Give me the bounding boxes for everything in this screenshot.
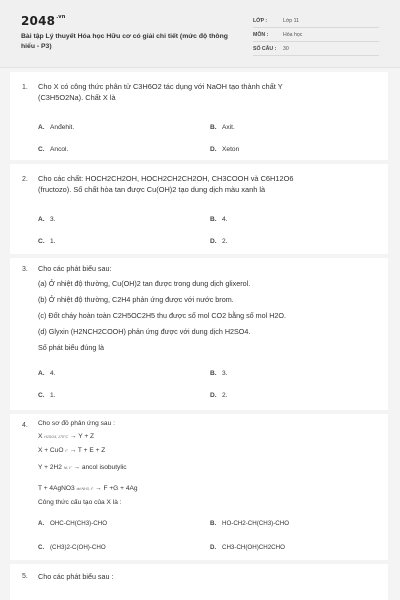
- question-card-3: [10, 258, 388, 410]
- question-ask: Công thức cấu tạo của X là :: [38, 499, 122, 506]
- question-number: 2.: [22, 176, 28, 183]
- meta-subject-value: Hóa học: [283, 31, 303, 38]
- reaction-condition: H2SO4, 170°C: [44, 435, 69, 439]
- option-c[interactable]: C. 1.: [38, 392, 56, 399]
- option-d[interactable]: D. 2.: [210, 238, 228, 245]
- option-b[interactable]: B. Axit.: [210, 124, 235, 131]
- logo-text: 2048: [21, 14, 56, 28]
- option-b[interactable]: B. 4.: [210, 216, 228, 223]
- meta-class-label: LỚP :: [253, 17, 268, 24]
- option-a[interactable]: A. OHC-CH(CH3)-CHO: [38, 520, 108, 527]
- option-a[interactable]: A. 4.: [38, 370, 56, 377]
- page-title: Bài tập Lý thuyết Hóa học Hữu cơ có giải chi tiết (mức độ thông hiểu - P3): [21, 33, 228, 50]
- arrow-icon: →: [69, 433, 77, 440]
- option-d[interactable]: D. 2.: [210, 392, 228, 399]
- reaction-3: Y + 2H2 Ni, t° → ancol isobutylic: [38, 464, 127, 471]
- statement-b: (b) Ở nhiệt độ thường, C2H4 phản ứng được với nước brom.: [38, 295, 234, 304]
- question-ask: Số phát biểu đúng là: [38, 343, 104, 352]
- reaction-condition: dd NH3, t°: [76, 487, 94, 491]
- question-line: Cho X có công thức phân tử C3H6O2 tác dụng với NaOH tạo thành chất Y: [38, 82, 283, 91]
- question-number: 4.: [22, 422, 28, 429]
- question-number: 1.: [22, 84, 28, 91]
- question-card-2: [10, 164, 388, 254]
- logo-suffix: .vn: [56, 14, 66, 20]
- question-card-4: [10, 414, 388, 560]
- reaction-4: T + 4AgNO3 dd NH3, t° → F +G + 4Ag: [38, 485, 138, 492]
- option-b[interactable]: B. 3.: [210, 370, 228, 377]
- statement-d: (d) Glyxin (H2NCH2COOH) phản ứng được với dung dịch H2SO4.: [38, 327, 251, 336]
- option-d[interactable]: D. Xeton: [210, 146, 240, 153]
- option-c[interactable]: C. (CH3)2-C(OH)-CHO: [38, 544, 106, 551]
- meta-subject-row: [253, 28, 379, 42]
- site-logo[interactable]: [21, 14, 66, 28]
- reaction-2: X + CuO t° → T + E + Z: [38, 447, 106, 454]
- meta-count-row: [253, 42, 379, 56]
- meta-class-value: Lớp 11: [283, 17, 299, 24]
- question-card-5: [10, 564, 388, 600]
- question-text: [38, 82, 373, 103]
- arrow-icon: →: [95, 485, 102, 492]
- arrow-icon: →: [73, 464, 80, 471]
- option-d[interactable]: D. CH3-CH(OH)CH2CHO: [210, 544, 285, 551]
- option-c[interactable]: C. 1.: [38, 238, 56, 245]
- question-text: [38, 174, 373, 195]
- page-header: [0, 0, 400, 68]
- question-number: 5.: [22, 573, 28, 580]
- reaction-condition: Ni, t°: [63, 466, 72, 470]
- meta-subject-label: MÔN :: [253, 31, 269, 38]
- reaction-condition: t°: [65, 449, 68, 453]
- option-a[interactable]: A. 3.: [38, 216, 56, 223]
- reaction-1: X H2SO4, 170°C → Y + Z: [38, 433, 95, 440]
- question-intro: Cho các phát biểu sau :: [38, 572, 114, 581]
- option-c[interactable]: C. Ancol.: [38, 146, 69, 153]
- question-card-1: [10, 72, 388, 160]
- question-line: Cho các chất: HOCH2CH2OH, HOCH2CH2CH2OH, CH3COOH và C6H12O6: [38, 174, 294, 183]
- option-b[interactable]: B. HO-CH2-CH(CH3)-CHO: [210, 520, 290, 527]
- question-intro: Cho các phát biểu sau:: [38, 264, 112, 273]
- statement-c: (c) Đốt cháy hoàn toàn C2H5OC2H5 thu được số mol CO2 bằng số mol H2O.: [38, 311, 287, 320]
- question-number: 3.: [22, 266, 28, 273]
- option-a[interactable]: A. Anđehit.: [38, 124, 75, 131]
- meta-class-row: [253, 14, 379, 28]
- meta-count-label: SỐ CÂU :: [253, 45, 277, 52]
- question-intro: Cho sơ đồ phản ứng sau :: [38, 420, 115, 427]
- arrow-icon: →: [69, 447, 77, 454]
- question-line: (fructozo). Số chất hòa tan được Cu(OH)2 tạo dung dịch màu xanh là: [38, 184, 266, 194]
- question-line: (C3H5O2Na). Chất X là: [38, 92, 116, 102]
- meta-count-value: 30: [283, 45, 289, 52]
- statement-a: (a) Ở nhiệt độ thường, Cu(OH)2 tan được trong dung dịch glixerol.: [38, 279, 251, 288]
